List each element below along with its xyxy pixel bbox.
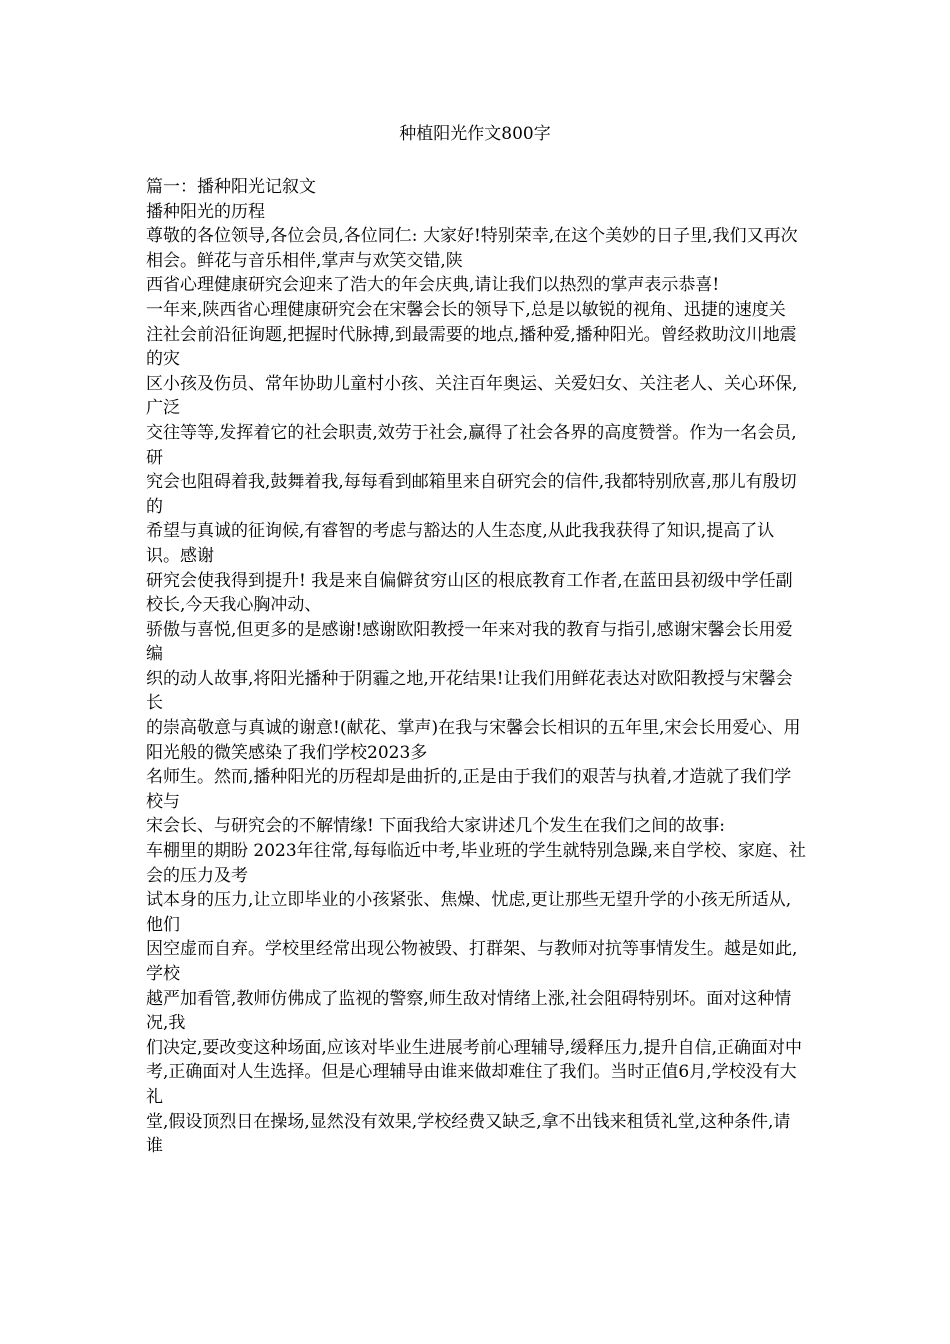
document-line: 区小孩及伤员、常年协助儿童村小孩、关注百年奥运、关爱妇女、关注老人、关心环保,广泛 — [146, 373, 798, 419]
document-line: 因空虚而自弃。学校里经常出现公物被毁、打群架、与教师对抗等事情发生。越是如此,学校 — [146, 939, 798, 984]
document-title: 种植阳光作文800字 — [399, 124, 551, 144]
document-line: 西省心理健康研究会迎来了浩大的年会庆典,请让我们以热烈的掌声表示恭喜! — [146, 275, 720, 296]
document-line: 交往等等,发挥着它的社会职责,效劳于社会,赢得了社会各界的高度赞誉。作为一名会员,研 — [146, 422, 797, 468]
document-line: 希望与真诚的征询候,有睿智的考虑与豁达的人生态度,从此我我获得了知识,提高了认识。感谢 — [146, 521, 775, 566]
document-line: 究会也阻碍着我,鼓舞着我,每每看到邮箱里来自研究会的信件,我都特别欣喜,那儿有殷切的 — [146, 472, 797, 517]
document-line: 宋会长、与研究会的不解情缘! 下面我给大家讲述几个发生在我们之间的故事: — [146, 816, 725, 837]
document-line: 车棚里的期盼 2023年往常,每每临近中考,毕业班的学生就特别急躁,来自学校、家庭、社会的压力及考 — [146, 841, 806, 886]
document-line: 尊敬的各位领导,各位会员,各位同仁: 大家好!特别荣幸,在这个美妙的日子里,我们又再次相会。鲜花与音乐相伴,掌声与欢笑交错,陕 — [146, 226, 798, 271]
document-line: 注社会前沿征询题,把握时代脉搏,到最需要的地点,播种爱,播种阳光。曾经救助汶川地震的灾 — [146, 324, 797, 370]
document-line: 堂,假设顶烈日在操场,显然没有效果,学校经费又缺乏,拿不出钱来租赁礼堂,这种条件,请谁 — [146, 1111, 791, 1157]
document-line: 骄傲与喜悦,但更多的是感谢!感谢欧阳教授一年来对我的教育与指引,感谢宋馨会长用爱编 — [146, 619, 793, 665]
document-body — [146, 175, 806, 1159]
document-line: 们决定,要改变这种场面,应该对毕业生进展考前心理辅导,缓释压力,提升自信,正确面对中 — [146, 1037, 803, 1058]
document-line: 织的动人故事,将阳光播种于阴霾之地,开花结果!让我们用鲜花表达对欧阳教授与宋馨会长 — [146, 668, 793, 714]
document-line: 研究会使我得到提升! 我是来自偏僻贫穷山区的根底教育工作者,在蓝田县初级中学任副校长,今天我心胸冲动、 — [146, 570, 793, 616]
document-line: 篇一：播种阳光记叙文 — [146, 177, 316, 197]
document-line: 试本身的压力,让立即毕业的小孩紧张、焦燥、忧虑,更让那些无望升学的小孩无所适从,他们 — [146, 890, 792, 935]
document-line: 的崇高敬意与真诚的谢意!(献花、掌声)在我与宋馨会长相识的五年里,宋会长用爱心、用阳光般的微笑感染了我们学校2023多 — [146, 718, 801, 763]
document-line: 播种阳光的历程 — [146, 201, 265, 222]
document-line: 名师生。然而,播种阳光的历程却是曲折的,正是由于我们的艰苦与执着,才造就了我们学校与 — [146, 767, 792, 812]
document-line: 越严加看管,教师仿佛成了监视的警察,师生敌对情绪上涨,社会阻碍特别坏。面对这种情况,我 — [146, 988, 792, 1034]
document-line: 一年来,陕西省心理健康研究会在宋馨会长的领导下,总是以敏锐的视角、迅捷的速度关 — [146, 299, 786, 320]
document-line: 考,正确面对人生选择。但是心理辅导由谁来做却难住了我们。当时正值6月,学校没有大礼 — [146, 1062, 797, 1107]
